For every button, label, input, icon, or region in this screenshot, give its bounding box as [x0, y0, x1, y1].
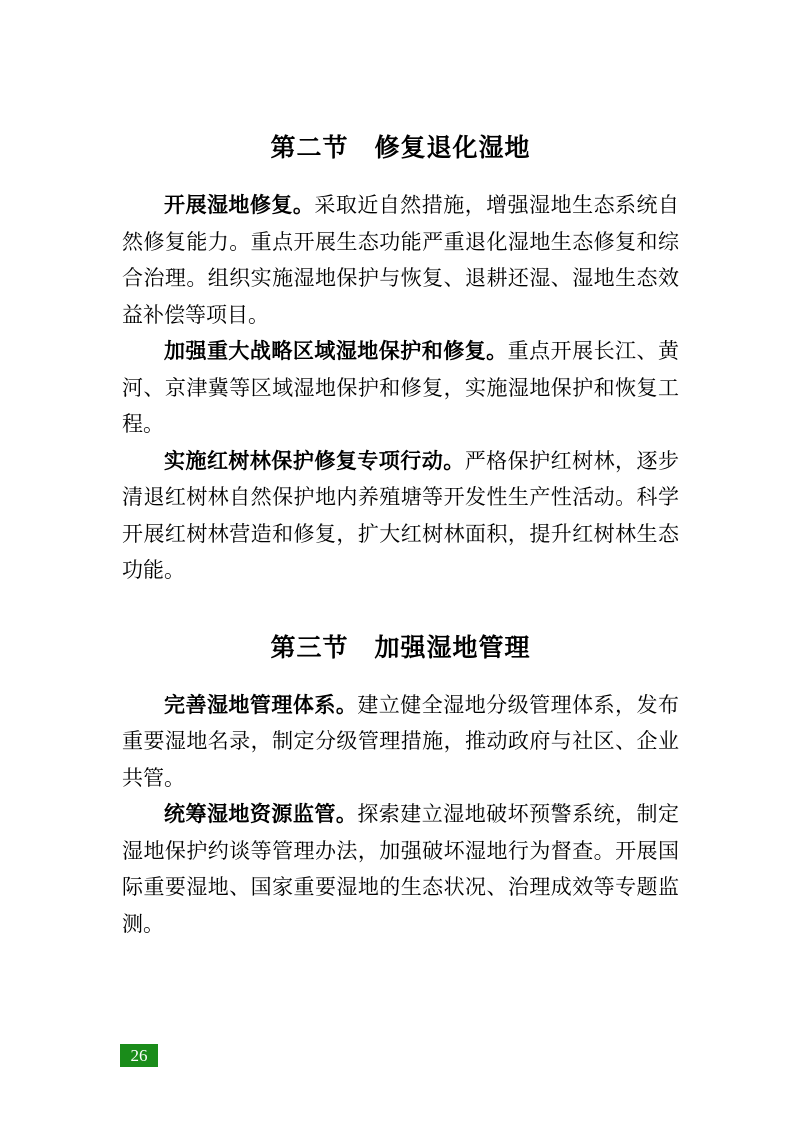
- paragraph-body: 采取近自然措施，增强湿地生态系统自然修复能力。重点开展生态功能严重退化湿地生态修复和综合治理。组织实施湿地保护与恢复、退耕还湿、湿地生态效益补偿等项目。: [122, 193, 680, 327]
- paragraph-lead: 开展湿地修复。: [164, 193, 315, 217]
- paragraph: [122, 796, 679, 942]
- paragraph-lead: 统筹湿地资源监管。: [164, 802, 358, 826]
- paragraph-body: 探索建立湿地破坏预警系统，制定湿地保护约谈等管理办法，加强破坏湿地行为督查。开展国际重要湿地、国家重要湿地的生态状况、治理成效等专题监测。: [122, 802, 680, 936]
- paragraph: [122, 187, 679, 333]
- paragraph-body: 严格保护红树林，逐步清退红树林自然保护地内养殖塘等开发性生产性活动。科学开展红树林营造和修复，扩大红树林面积，提升红树林生态功能。: [122, 448, 680, 582]
- page-number-badge: 26: [120, 1044, 158, 1067]
- section-title-3: 第三节 加强湿地管理: [270, 633, 531, 662]
- paragraph-body: 重点开展长江、黄河、京津冀等区域湿地保护和修复，实施湿地保护和恢复工程。: [122, 339, 680, 436]
- paragraph-lead: 实施红树林保护修复专项行动。: [164, 448, 465, 473]
- paragraph-lead: 加强重大战略区域湿地保护和修复。: [164, 339, 508, 363]
- page-content: [122, 133, 679, 942]
- paragraph: [122, 687, 679, 797]
- section-title-2: 第二节 修复退化湿地: [270, 134, 531, 162]
- paragraph: [122, 333, 679, 443]
- paragraph: [122, 443, 679, 589]
- paragraph-lead: 完善湿地管理体系。: [164, 692, 358, 717]
- paragraph-body: 建立健全湿地分级管理体系，发布重要湿地名录，制定分级管理措施，推动政府与社区、企业共管。: [122, 692, 680, 790]
